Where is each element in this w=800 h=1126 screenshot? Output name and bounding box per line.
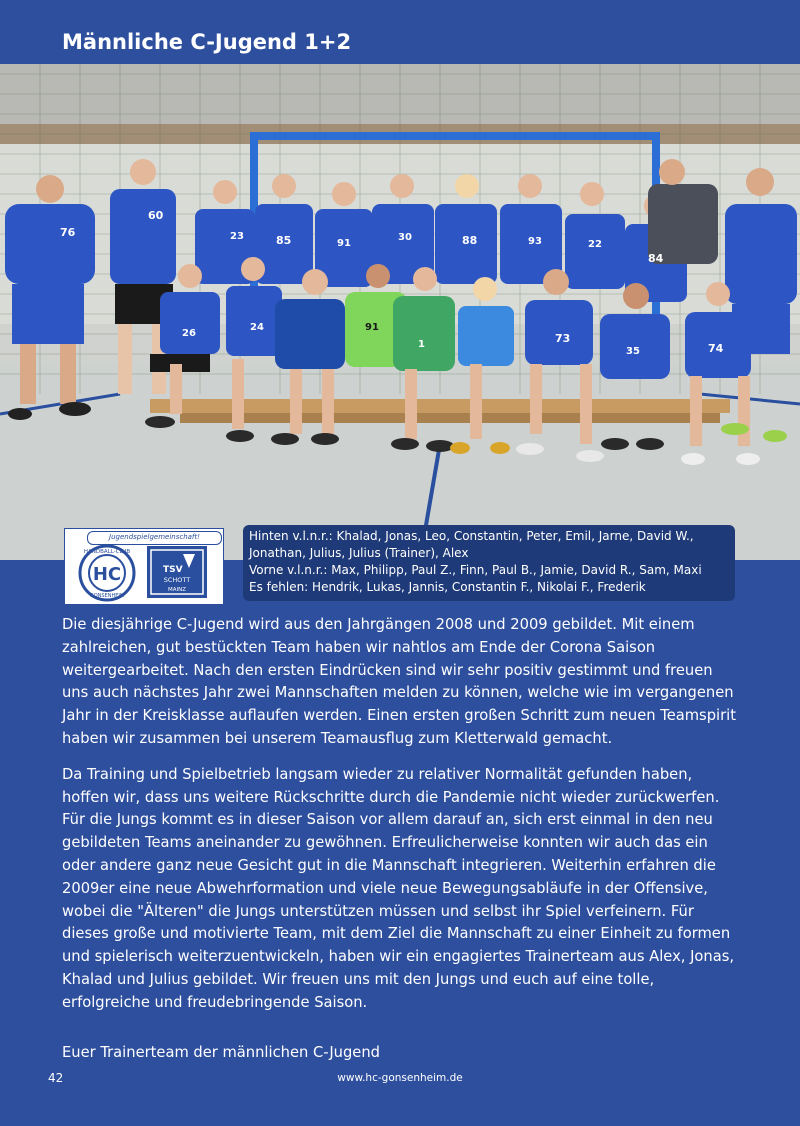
svg-text:76: 76 xyxy=(60,226,76,239)
svg-text:73: 73 xyxy=(555,332,571,345)
svg-text:35: 35 xyxy=(626,346,640,357)
paragraph: Da Training und Spielbetrieb langsam wieder zu relativer Normalität gefunden haben, hoffen wir, dass uns weitere Rückschritte durch die Pandemie nicht wieder zurückwerfen. Für die Jungs kommt es in dieser Saison vor allem darauf an, sich erst einmal in den neu gebildeten Teams aneinander zu gewöhnen. Erfreulicherweise konnten wir auch das ein oder andere ganz neue Gesicht gut in die Mannschaft integrieren. Weiterhin erfahren die 2009er eine neue Abwehrformation und viele neue Bewegungsabläufe in der Offensive, wobei die "Älteren" die Jungs unterstützen müssen und selbst ihr Spiel verfeinern. Für dieses große und motivierte Team, mit dem Ziel die Mannschaft zu einer Einheit zu formen und spielerisch weiterzuentwickeln, haben wir ein engagiertes Trainerteam aus Alex, Jonas, Khalad und Julius gebildet. Wir freuen uns mit den Jungs und euch auf eine tolle, erfolgreiche und freudebringende Saison. xyxy=(62,765,735,1011)
hc-logo-ring-top: HANDBALL-CLUB xyxy=(83,549,131,555)
svg-text:91: 91 xyxy=(337,238,351,249)
article-body xyxy=(62,614,738,1028)
photo-caption xyxy=(243,525,735,601)
hc-logo-ring-bottom: GONSENHEIM xyxy=(89,593,125,599)
paragraph: Die diesjährige C-Jugend wird aus den Jahrgängen 2008 und 2009 gebildet. Mit einem zahlreichen, gut bestückten Team haben wir nahtlos am Ende der Corona Saison weitergearbeitet. Nach den ersten Eindrücken sind wir sehr positiv gestimmt und freuen uns auch nächstes Jahr zwei Mannschaften melden zu können, welche wie im vergangenen Jahr in der Kreisklasse auflaufen werden. Einen ersten großen Schritt zum neuen Teamspirit haben wir zusammen bei unserem Teamausflug zum Kletterwald gemacht. xyxy=(62,616,736,747)
tsv-logo-bottom: MAINZ xyxy=(167,587,187,593)
svg-text:24: 24 xyxy=(250,322,264,333)
footer-url: www.hc-gonsenheim.de xyxy=(337,1072,463,1084)
svg-text:91: 91 xyxy=(365,322,379,333)
svg-text:74: 74 xyxy=(708,342,724,355)
logos-graphic xyxy=(65,542,221,602)
tsv-logo-middle: SCHOTT xyxy=(163,576,191,584)
page-number: 42 xyxy=(48,1071,64,1085)
caption-line: Hinten v.l.n.r.: Khalad, Jonas, Leo, Constantin, Peter, Emil, Jarne, David W., xyxy=(249,529,694,543)
caption-line: Jonathan, Julius, Julius (Trainer), Alex xyxy=(249,546,469,560)
svg-text:1: 1 xyxy=(418,339,425,350)
hc-logo-letters: HC xyxy=(92,564,122,585)
svg-text:84: 84 xyxy=(648,252,664,265)
page-title: Männliche C-Jugend 1+2 xyxy=(62,30,352,54)
logo-banner-text: Jugendspielgemeinschaft! xyxy=(87,531,222,545)
svg-text:30: 30 xyxy=(398,232,412,243)
svg-text:85: 85 xyxy=(276,234,292,247)
club-logos xyxy=(64,528,224,605)
caption-line: Vorne v.l.n.r.: Max, Philipp, Paul Z., Finn, Paul B., Jamie, David R., Sam, Maxi xyxy=(249,563,702,577)
caption-line: Es fehlen: Hendrik, Lukas, Jannis, Constantin F., Nikolai F., Frederik xyxy=(249,580,646,594)
svg-text:88: 88 xyxy=(462,234,478,247)
svg-text:22: 22 xyxy=(588,239,602,250)
tsv-logo-top: TSV xyxy=(163,565,183,575)
signature: Euer Trainerteam der männlichen C-Jugend xyxy=(62,1044,380,1061)
svg-text:93: 93 xyxy=(528,236,542,247)
svg-text:60: 60 xyxy=(148,209,164,222)
svg-text:26: 26 xyxy=(182,328,196,339)
team-photo-illustration xyxy=(0,64,800,560)
team-photo xyxy=(0,64,800,560)
svg-text:23: 23 xyxy=(230,231,244,242)
